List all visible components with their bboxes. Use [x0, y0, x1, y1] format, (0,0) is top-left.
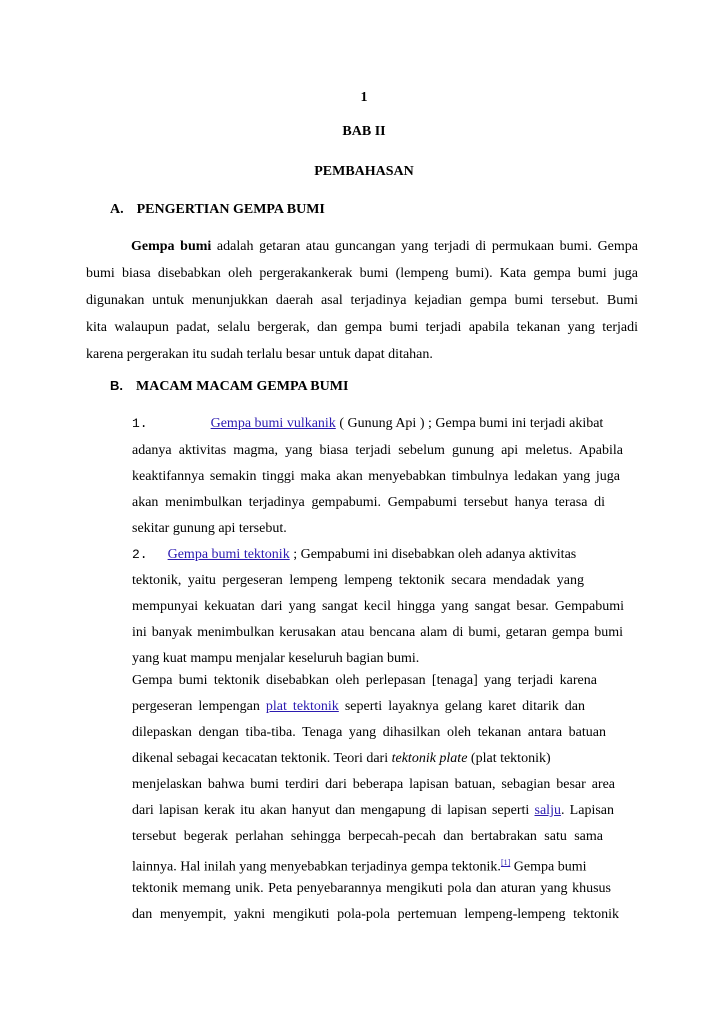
- section-a-line-2: bumi biasa disebabkan oleh pergerakankerak bumi (lempeng bumi). Kata gempa bumi juga: [86, 266, 638, 281]
- item-2-number: 2.: [132, 547, 148, 562]
- item-2-line-5: yang kuat mampu menjalar keseluruh bagian bumi.: [132, 651, 420, 666]
- section-a-line-1: Gempa bumi adalah getaran atau guncangan yang terjadi di permukaan bumi. Gempa: [131, 239, 638, 254]
- item-2-line-8: dilepaskan dengan tiba-tiba. Tenaga yang dihasilkan oleh tekanan antara batuan: [132, 725, 606, 740]
- item-2-line-4: ini banyak menimbulkan kerusakan atau bencana alam di bumi, getaran gempa bumi: [132, 625, 623, 640]
- item-2-line-10: menjelaskan bahwa bumi terdiri dari beberapa lapisan batuan, sebagian besar area: [132, 777, 615, 792]
- item-2-line-12: tersebut begerak perlahan sehingga berpecah-pecah dan bertabrakan satu sama: [132, 829, 603, 844]
- section-a-title: PENGERTIAN GEMPA BUMI: [136, 202, 325, 217]
- item-2-line-1: 2. Gempa bumi tektonik ; Gempabumi ini disebabkan oleh adanya aktivitas: [132, 547, 577, 562]
- item-2-line-9: dikenal sebagai kecacatan tektonik. Teori dari tektonik plate (plat tektonik): [132, 751, 551, 766]
- item-2-line-11: dari lapisan kerak itu akan hanyut dan mengapung di lapisan seperti salju. Lapisan: [132, 803, 614, 818]
- item-2-line-3: mempunyai kekuatan dari yang sangat kecil hingga yang sangat besar. Gempabumi: [132, 599, 624, 614]
- item-2-line-13: lainnya. Hal inilah yang menyebabkan terjadinya gempa tektonik.[1] Gempa bumi: [132, 858, 587, 875]
- section-b-heading: [110, 378, 348, 395]
- item-2-line-14: tektonik memang unik. Peta penyebarannya mengikuti pola dan aturan yang khusus: [132, 881, 611, 896]
- link-gempa-bumi-vulkanik[interactable]: Gempa bumi vulkanik: [210, 416, 336, 431]
- item-2-line-6: Gempa bumi tektonik disebabkan oleh perlepasan [tenaga] yang terjadi karena: [132, 673, 597, 688]
- section-a-label: A.: [110, 202, 124, 217]
- section-b-label: B.: [110, 378, 123, 393]
- chapter-label: BAB II: [342, 124, 386, 139]
- page-number: 1: [360, 90, 368, 105]
- section-a-line-5: karena pergerakan itu sudah terlalu besar untuk dapat ditahan.: [86, 347, 433, 362]
- item-2-line-15: dan menyempit, yakni mengikuti pola-pola pertemuan lempeng-lempeng tektonik: [132, 907, 619, 922]
- link-gempa-bumi-tektonik[interactable]: Gempa bumi tektonik: [167, 547, 290, 562]
- item-1-number: 1.: [132, 416, 148, 431]
- link-plat-tektonik[interactable]: plat tektonik: [265, 699, 339, 714]
- chapter-title: PEMBAHASAN: [314, 164, 414, 179]
- section-b-title: MACAM MACAM GEMPA BUMI: [136, 379, 349, 394]
- term-tektonik-plate: tektonik plate: [391, 751, 468, 766]
- link-salju[interactable]: salju: [534, 803, 561, 818]
- item-1-line-2: adanya aktivitas magma, yang biasa terjadi sebelum gunung api meletus. Apabila: [132, 443, 623, 458]
- section-a-heading: [110, 202, 325, 218]
- item-1-line-3: keaktifannya semakin tinggi maka akan menyebabkan timbulnya ledakan yang juga: [132, 469, 620, 484]
- item-2-line-2: tektonik, yaitu pergeseran lempeng lempeng tektonik secara mendadak yang: [132, 573, 584, 588]
- term-gempa-bumi: Gempa bumi: [131, 239, 212, 254]
- item-2-line-7: pergeseran lempengan plat tektonik seperti layaknya gelang karet ditarik dan: [132, 699, 585, 714]
- section-a-line-3: digunakan untuk menunjukkan daerah asal terjadinya kejadian gempa bumi tersebut. Bumi: [86, 293, 638, 308]
- item-1-line-1: 1. Gempa bumi vulkanik ( Gunung Api ) ; Gempa bumi ini terjadi akibat: [132, 416, 604, 431]
- footnote-ref-1[interactable]: [1]: [500, 858, 511, 867]
- item-1-line-5: sekitar gunung api tersebut.: [132, 521, 287, 536]
- item-1-line-4: akan menimbulkan terjadinya gempabumi. Gempabumi tersebut hanya terasa di: [132, 495, 605, 510]
- section-a-line-4: kita walaupun padat, selalu bergerak, dan gempa bumi terjadi apabila tekanan yang terjadi: [86, 320, 638, 335]
